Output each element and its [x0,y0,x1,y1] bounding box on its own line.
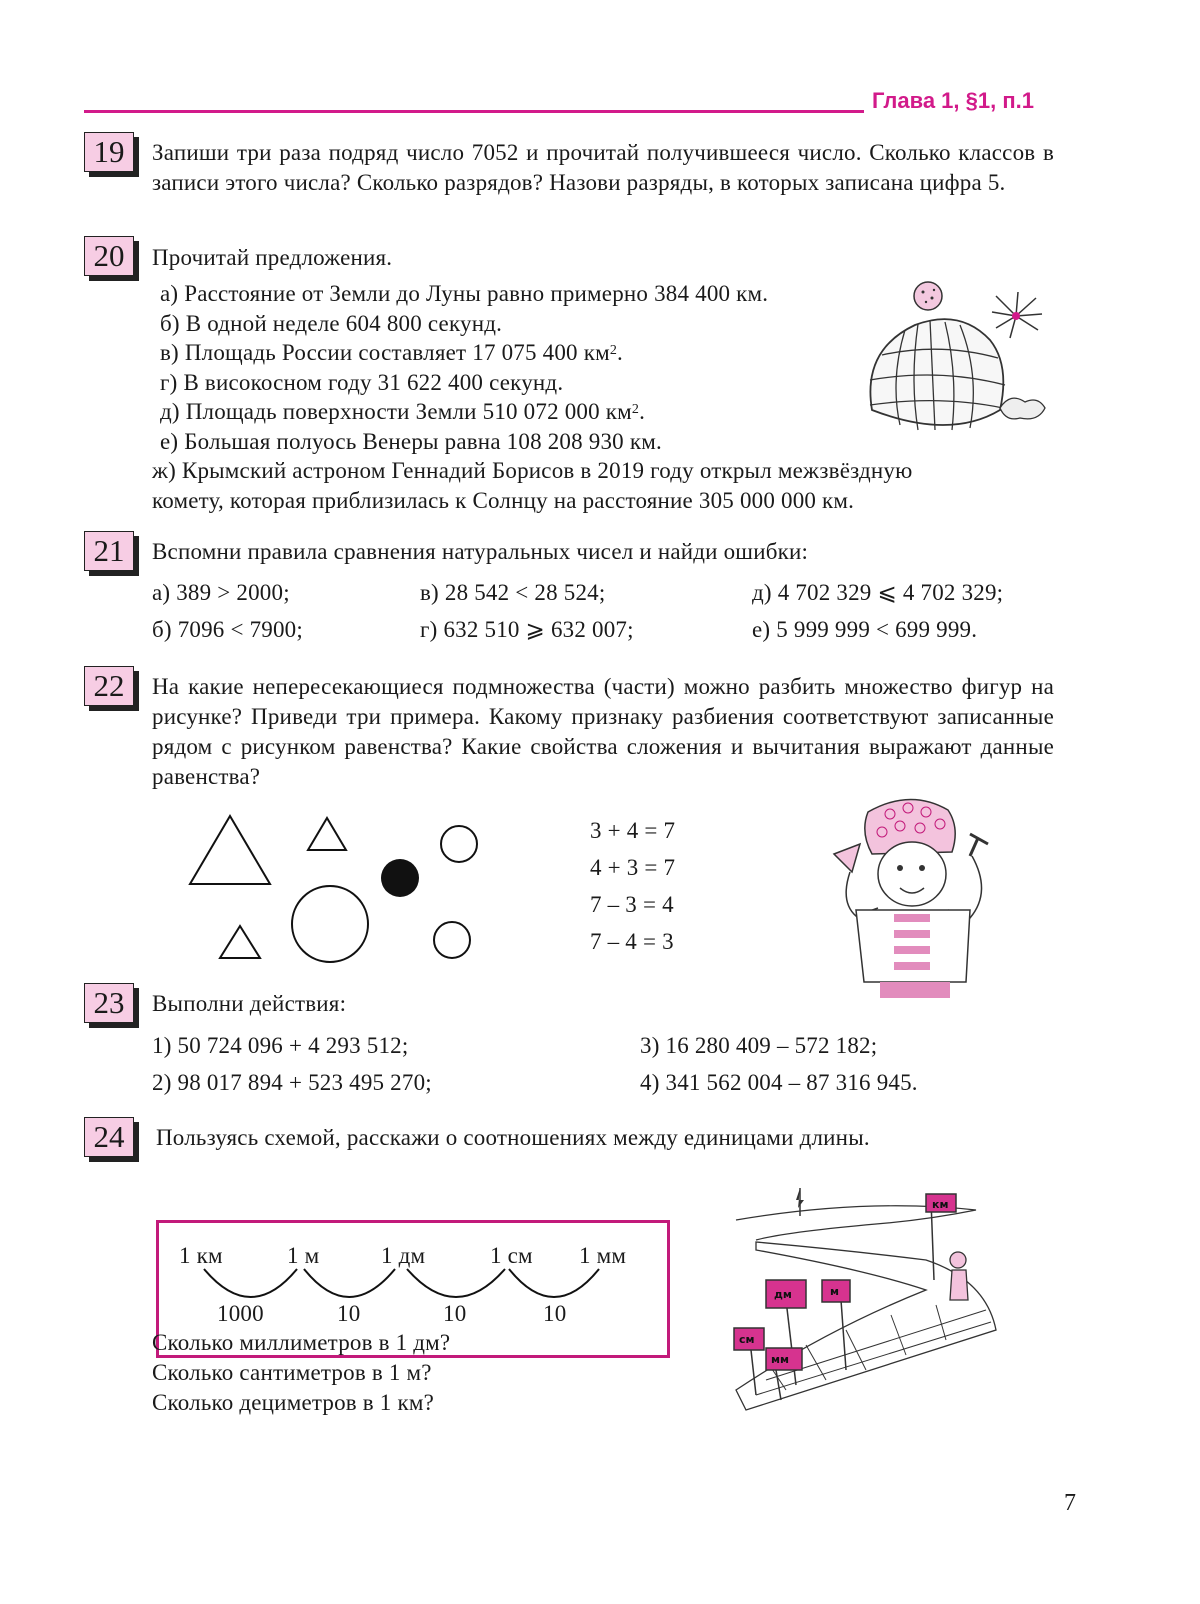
boy-illustration [820,792,1010,1000]
exercise-22-text: На какие непересекающиеся подмножества (части) можно разбить множество фигур на рисунке? Приведи три примера. Какому признаку разбиения соответствуют записанные рядом с рисунком равенства? Какие свойства сложения и вычитания выражают данные равенства? [152,674,1054,789]
exercise-number-21: 21 [84,531,134,571]
unit-mm: 1 мм [579,1243,627,1268]
exercise-24-question-3: Сколько дециметров в 1 км? [152,1390,434,1415]
header-rule [84,110,864,113]
exercise-23-task-4: 4) 341 562 004 – 87 316 945. [640,1070,918,1095]
unit-cm: 1 см [490,1243,533,1268]
sign-mm: мм [771,1353,789,1366]
exercise-20-item-zh-line2: комету, которая приблизилась к Солнцу на расстояние 305 000 000 км. [152,488,855,513]
chapter-title: Глава 1, §1, п.1 [872,88,1034,113]
filled-circle [381,859,419,897]
circle-top-right [441,826,477,862]
equation-2: 4 + 3 = 7 [590,855,676,880]
sign-km: км [932,1198,949,1211]
exercise-20-item-zh-line1: ж) Крымский астроном Геннадий Борисов в 2019 году открыл межзвёздную [152,458,913,483]
unit-m: 1 м [287,1243,320,1268]
exercise-24-question-2: Сколько сантиметров в 1 м? [152,1360,432,1385]
exercise-21-item-a: а) 389 > 2000; [152,580,290,605]
exercise-number-24: 24 [84,1117,134,1157]
shapes-figure [180,808,500,978]
exercise-21-item-d: д) 4 702 329 ⩽ 4 702 329; [752,580,1004,605]
exercise-21-item-g: г) 632 510 ⩾ 632 007; [420,617,634,642]
exercise-23-task-3: 3) 16 280 409 – 572 182; [640,1033,878,1058]
exercise-20-item-v: в) Площадь России составляет 17 075 400 $км^2$. [160,340,623,365]
factor-km-m: 1000 [217,1301,264,1326]
exercise-20-item-b: б) В одной неделе 604 800 секунд. [160,311,503,336]
factor-cm-mm: 10 [543,1301,567,1326]
exercise-20-item-g: г) В високосном году 31 622 400 секунд. [160,370,564,395]
sign-m: м [830,1285,839,1298]
exercise-20-item-e: е) Большая полуось Венеры равна 108 208 930 км. [160,429,662,454]
exercise-23-task-1: 1) 50 724 096 + 4 293 512; [152,1033,409,1058]
exercise-24-question-1: Сколько миллиметров в 1 дм? [152,1330,451,1355]
equation-4: 7 – 4 = 3 [590,929,674,954]
exercise-19-text: Запиши три раза подряд число 7052 и прочитай получившееся число. Сколько классов в записи этого числа? Сколько разрядов? Назови разряды, в которых записана цифра 5. [152,140,1054,195]
exercise-24-intro: Пользуясь схемой, расскажи о соотношениях между единицами длины. [156,1125,870,1150]
equation-3: 7 – 3 = 4 [590,892,674,917]
small-triangle-bottom [220,926,260,958]
exercise-number-20: 20 [84,236,134,276]
unit-dm: 1 дм [381,1243,426,1268]
factor-dm-cm: 10 [443,1301,467,1326]
factor-m-dm: 10 [337,1301,361,1326]
sign-cm: см [739,1333,755,1346]
equation-1: 3 + 4 = 7 [590,818,676,843]
page-number: 7 [1064,1490,1076,1516]
circle-bottom-right [434,922,470,958]
exercise-20-intro: Прочитай предложения. [152,245,393,270]
exercise-21-item-v: в) 28 542 < 28 524; [420,580,606,605]
large-triangle [190,816,270,884]
exercise-21-item-e: е) 5 999 999 < 699 999. [752,617,978,642]
sign-dm: дм [774,1288,792,1301]
exercise-23-intro: Выполни действия: [152,991,347,1016]
exercise-20-item-a: а) Расстояние от Земли до Луны равно примерно 384 400 км. [160,281,769,306]
globe-illustration [860,280,1060,450]
road-illustration [726,1180,1016,1430]
exercise-20-item-d: д) Площадь поверхности Земли 510 072 000 $км^2$. [160,399,646,424]
unit-km: 1 км [179,1243,223,1268]
small-triangle-top [308,818,346,850]
exercise-21-item-b: б) 7096 < 7900; [152,617,303,642]
exercise-number-22: 22 [84,666,134,706]
exercise-number-19: 19 [84,132,134,172]
exercise-number-23: 23 [84,983,134,1023]
exercise-23-task-2: 2) 98 017 894 + 523 495 270; [152,1070,432,1095]
exercise-21-intro: Вспомни правила сравнения натуральных чисел и найди ошибки: [152,539,809,564]
large-circle [292,886,368,962]
